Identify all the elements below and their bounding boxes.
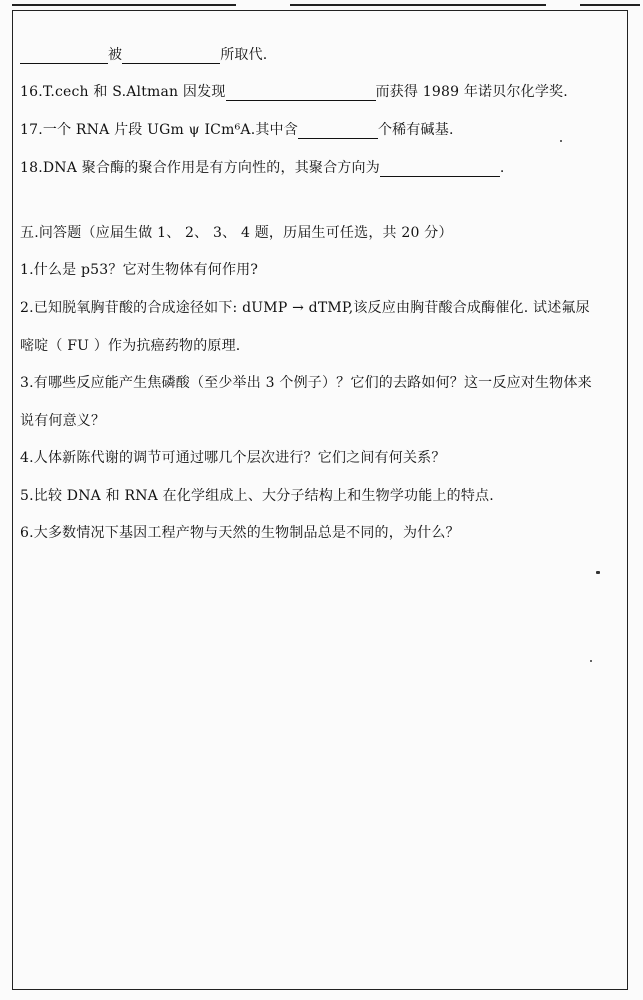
scan-speck — [590, 660, 592, 662]
question-line: 5.比较 DNA 和 RNA 在化学组成上、大分子结构上和生物学功能上的特点. — [20, 488, 494, 504]
question-line: 6.大多数情况下基因工程产物与天然的生物制品总是不同的，为什么？ — [20, 525, 460, 541]
text: 18.DNA 聚合酶的聚合作用是有方向性的，其聚合方向为 — [20, 160, 380, 176]
text: 个稀有碱基. — [377, 122, 454, 138]
answer-blank[interactable] — [20, 49, 108, 64]
text: . — [499, 160, 505, 176]
question-line: 4.人体新陈代谢的调节可通过哪几个层次进行？它们之间有何关系？ — [20, 450, 446, 466]
answer-blank[interactable] — [122, 49, 220, 64]
question-16 — [20, 81, 568, 101]
text: 而获得 1989 年诺贝尔化学奖. — [375, 84, 568, 100]
question-17 — [20, 119, 454, 139]
text: 17.一个 RNA 片段 UGm ψ ICm⁶A.其中含 — [20, 122, 298, 138]
scan-speck — [560, 140, 562, 142]
section-5-heading: 五.问答题（应届生做 1、 2、 3、 4 题，历届生可任选，共 20 分） — [20, 225, 453, 241]
question-line: 2.已知脱氧胸苷酸的合成途径如下: dUMP → dTMP,该反应由胸苷酸合成酶催化. 试述氟尿 — [20, 300, 590, 316]
question-line: 1.什么是 p53？它对生物体有何作用? — [20, 262, 259, 278]
top-rule-middle — [290, 4, 546, 6]
top-rule-left — [12, 4, 236, 6]
text: 被 — [108, 47, 123, 63]
answer-blank[interactable] — [298, 124, 378, 139]
top-rule-right — [580, 4, 640, 6]
question-line: 3.有哪些反应能产生焦磷酸（至少举出 3 个例子）？它们的去路如何？这一反应对生物体来 — [20, 375, 592, 391]
text: 16.T.cech 和 S.Altman 因发现 — [20, 84, 226, 100]
question-line: 说有何意义？ — [20, 413, 106, 429]
answer-blank[interactable] — [380, 162, 500, 177]
q15-continuation — [20, 44, 267, 64]
question-18 — [20, 157, 505, 177]
scan-speck — [596, 571, 600, 574]
question-line: 嘧啶（ FU ）作为抗癌药物的原理. — [20, 338, 241, 354]
text: 所取代. — [220, 47, 268, 63]
answer-blank[interactable] — [226, 86, 376, 101]
